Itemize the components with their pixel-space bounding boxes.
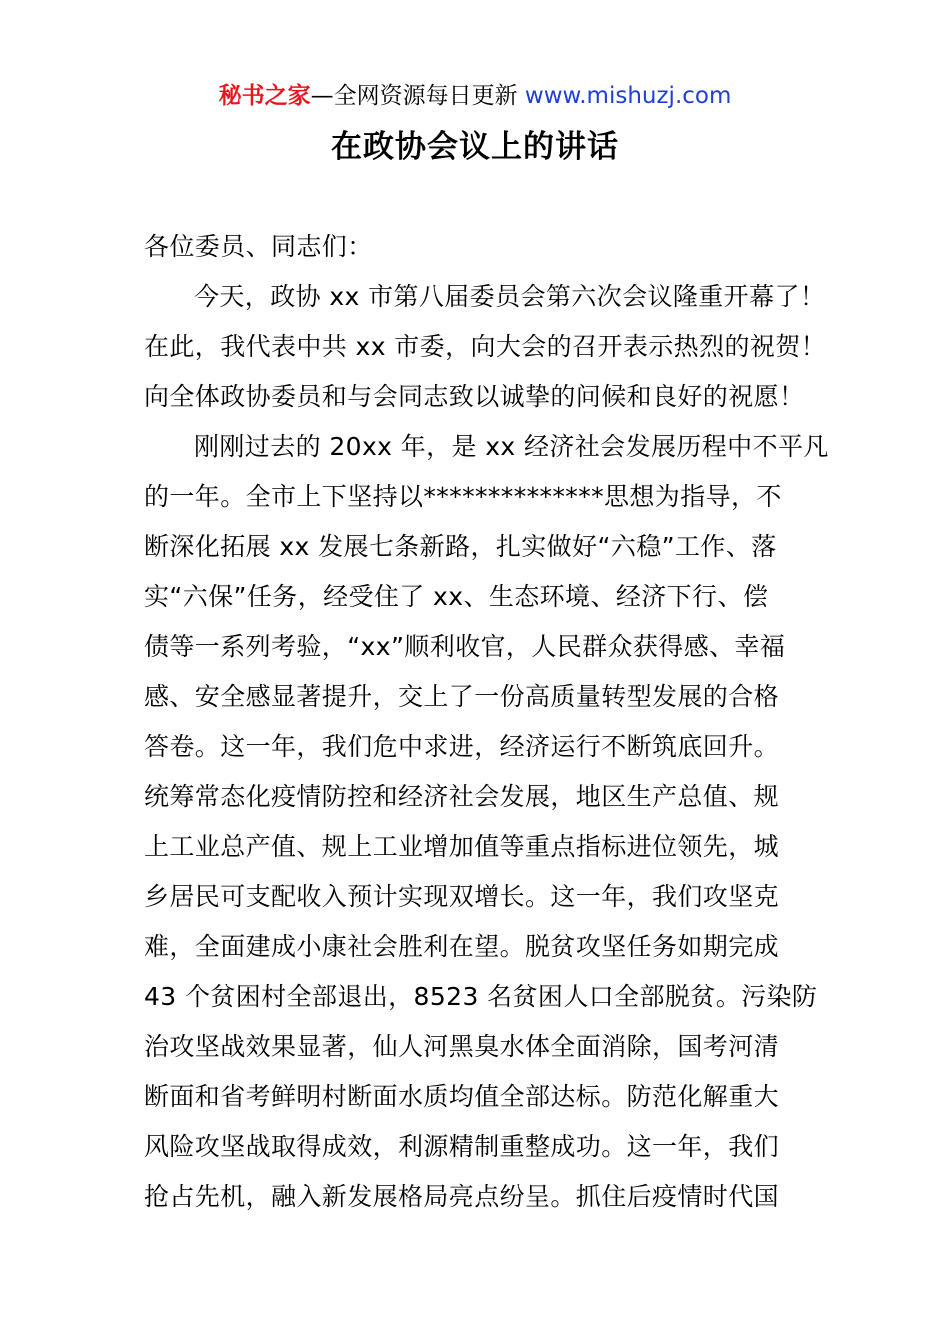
paragraph-line: 统筹常态化疫情防控和经济社会发展，地区生产总值、规 <box>144 782 780 811</box>
paragraph-line: 实“六保”任务，经受住了 xx、生态环境、经济下行、偿 <box>144 582 769 611</box>
paragraph-line: 抢占先机，融入新发展格局亮点纷呈。抓住后疫情时代国 <box>144 1182 780 1211</box>
paragraph-line: 的一年。全市上下坚持以**************思想为指导，不 <box>144 482 782 511</box>
paragraph-line: 风险攻坚战取得成效，利源精制重整成功。这一年，我们 <box>144 1132 780 1161</box>
site-name: 秘书之家 <box>218 83 311 109</box>
paragraph-line: 上工业总产值、规上工业增加值等重点指标进位领先，城 <box>144 832 780 861</box>
site-header <box>0 80 950 112</box>
paragraph-line: 在此，我代表中共 xx 市委，向大会的召开表示热烈的祝贺！ <box>144 332 827 361</box>
paragraph-line: 43 个贫困村全部退出，8523 名贫困人口全部脱贫。污染防 <box>144 982 818 1011</box>
paragraph-line: 难，全面建成小康社会胜利在望。脱贫攻坚任务如期完成 <box>144 932 780 961</box>
document-title: 在政协会议上的讲话 <box>331 129 619 165</box>
site-url-link[interactable]: www.mishuzj.com <box>524 83 732 109</box>
paragraph-line: 治攻坚战效果显著，仙人河黑臭水体全面消除，国考河清 <box>144 1032 780 1061</box>
paragraph-line: 今天，政协 xx 市第八届委员会第六次会议隆重开幕了！ <box>194 282 826 311</box>
paragraph-line: 刚刚过去的 20xx 年，是 xx 经济社会发展历程中不平凡 <box>194 432 829 461</box>
site-tagline: —全网资源每日更新 <box>310 83 525 109</box>
paragraph-line: 断面和省考鲜明村断面水质均值全部达标。防范化解重大 <box>144 1082 780 1111</box>
paragraph-line: 答卷。这一年，我们危中求进，经济运行不断筑底回升。 <box>144 732 780 761</box>
paragraph-line: 断深化拓展 xx 发展七条新路，扎实做好“六稳”工作、落 <box>144 532 777 561</box>
salutation-line: 各位委员、同志们： <box>144 232 373 261</box>
paragraph-line: 乡居民可支配收入预计实现双增长。这一年，我们攻坚克 <box>144 882 780 911</box>
paragraph-line: 债等一系列考验，“xx”顺利收官，人民群众获得感、幸福 <box>144 632 786 661</box>
document-body <box>144 222 834 1222</box>
paragraph-line: 向全体政协委员和与会同志致以诚挚的问候和良好的祝愿！ <box>144 382 805 411</box>
paragraph-line: 感、安全感显著提升，交上了一份高质量转型发展的合格 <box>144 682 780 711</box>
